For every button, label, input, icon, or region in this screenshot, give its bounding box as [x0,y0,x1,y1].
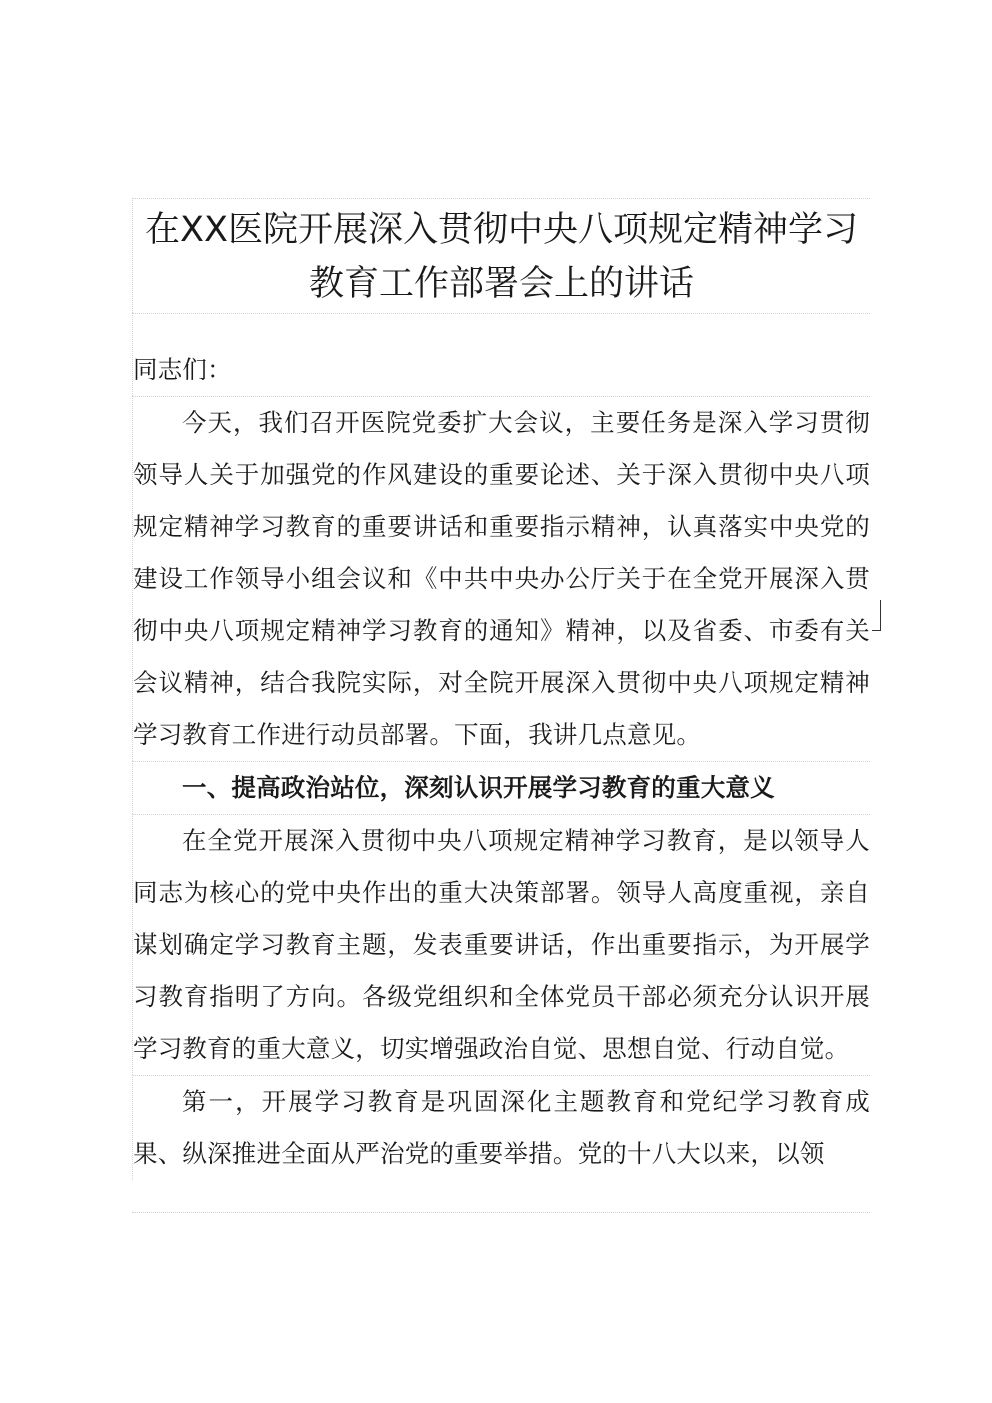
salutation-block [132,313,870,396]
document-title: 在XX医院开展深入贯彻中央八项规定精神学习教育工作部署会上的讲话 [132,198,870,313]
paragraph-block [132,814,870,1075]
body-paragraph-first-point: 第一，开展学习教育是巩固深化主题教育和党纪学习教育成果、纵深推进全面从严治党的重要举措。党的十八大以来，以领 [133,1087,870,1168]
page-bottom-divider [132,1212,870,1213]
salutation: 同志们： [133,355,232,384]
section-heading-1: 一、提高政治站位，深刻认识开展学习教育的重大意义 [182,773,775,802]
body-paragraph-intro: 今天，我们召开医院党委扩大会议，主要任务是深入学习贯彻领导人关于加强党的作风建设的重要论述、关于深入贯彻中央八项规定精神学习教育的重要讲话和重要指示精神，认真落实中央党的建设工作领导小组会议和《中共中央办公厅关于在全党开展深入贯彻中央八项规定精神学习教育的通知》精神，以及省委、市委有关会议精神，结合我院实际，对全院开展深入贯彻中央八项规定精神学习教育工作进行动员部署。下面，我讲几点意见。 [133,408,870,749]
margin-bracket-mark [872,600,881,631]
paragraph-block [132,396,870,761]
section-heading-block [132,761,870,814]
document-page [132,198,870,1180]
body-paragraph-significance: 在全党开展深入贯彻中央八项规定精神学习教育，是以领导人同志为核心的党中央作出的重大决策部署。领导人高度重视，亲自谋划确定学习教育主题，发表重要讲话，作出重要指示，为开展学习教育指明了方向。各级党组织和全体党员干部必须充分认识开展学习教育的重大意义，切实增强政治自觉、思想自觉、行动自觉。 [133,826,870,1063]
paragraph-block [132,1075,870,1180]
